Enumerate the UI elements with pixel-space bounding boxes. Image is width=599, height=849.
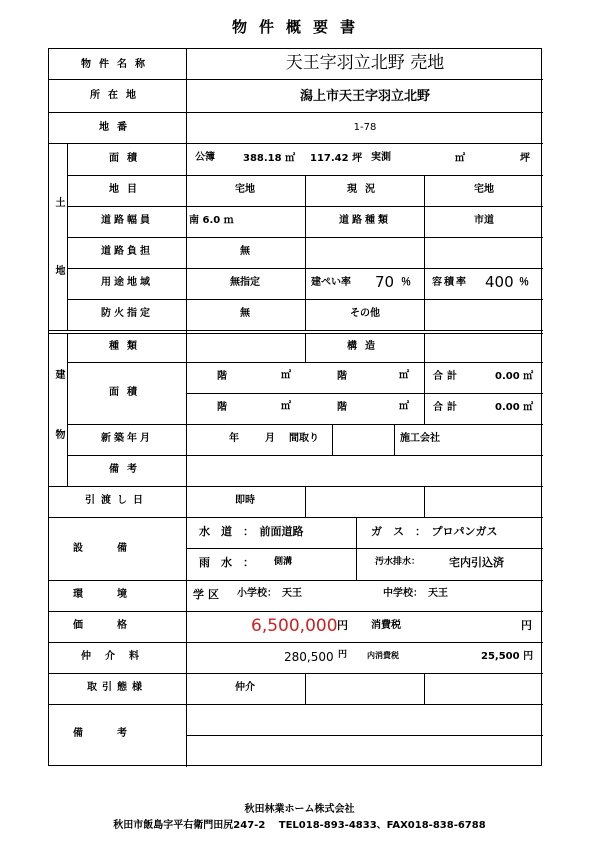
measured-sqm-unit: ㎡ [455,153,465,164]
brokerage-fee-value: 280,500 [284,650,334,664]
col-divider [424,486,425,517]
environment-label: 環境 [73,589,161,600]
price-label: 価格 [73,620,161,631]
consumption-tax-yen: 円 [521,619,532,632]
layout-label: 間取り [289,433,319,444]
property-name-value: 天王字羽立北野 売地 [285,53,445,73]
school-district-label: 学区 [193,588,223,601]
structure-label: 構造 [347,341,383,352]
lot-number-label: 地番 [99,122,135,133]
road-type-value: 市道 [474,215,494,226]
brokerage-fee-label: 仲介料 [81,651,153,662]
junior-high-school: 中学校： 天王 [383,588,448,599]
brokerage-fee-yen: 円 [338,650,348,660]
floor-sqm-4: ㎡ [399,401,409,412]
col-divider [424,362,425,424]
col-divider [305,299,306,330]
price-value: 6,500,000 [251,616,338,636]
official-area-tsubo: 117.42 坪 [310,153,363,164]
road-burden-label: 道路負担 [101,246,153,257]
fire-designation-label: 防火指定 [101,308,153,319]
price-yen: 円 [337,619,348,632]
floor-sqm-1: ㎡ [281,370,291,381]
total-value-2: 0.00 ㎡ [495,402,534,413]
elementary-school: 小学校： 天王 [237,588,302,599]
handover-value: 即時 [235,495,255,506]
lot-number-value: 1-78 [353,122,377,133]
road-burden-value: 無 [240,246,250,257]
row-divider [186,735,543,736]
row-divider [67,424,543,425]
row-divider [49,330,543,331]
property-summary-sheet [48,48,542,766]
floor-sqm-3: ㎡ [281,401,291,412]
location-value: 潟上市天王字羽立北野 [299,89,431,104]
location-label: 所在地 [90,90,144,101]
rainwater-label: 雨 水 ： [199,556,254,569]
floor-label-3: 階 [217,402,227,413]
road-width-label: 道路幅員 [101,215,153,226]
land-category-value: 宅地 [235,184,255,195]
col-divider [356,517,357,580]
row-divider [49,79,543,80]
water-supply: 水 道 ： 前面道路 [199,525,304,538]
building-remarks-label: 備考 [109,464,145,475]
col-divider [305,333,306,362]
official-area-sqm: 388.18 ㎡ [243,153,296,164]
col-divider [305,268,306,299]
building-type-label: 種類 [109,341,145,352]
label-column-divider [186,49,187,767]
land-area-label: 面積 [109,153,145,164]
tax-included-value: 25,500 円 [481,651,534,662]
measured-area-label: 実測 [371,152,391,163]
row-divider [49,112,543,113]
company-name: 秋田林業ホーム株式会社 [244,804,355,815]
other-label: その他 [350,308,380,319]
col-divider [424,673,425,704]
floor-area-ratio-label: 容積率 [432,277,468,288]
gas-supply: ガ ス ： プロパンガス [371,525,498,538]
col-divider [305,175,306,268]
floor-area-ratio-value: 400 [485,273,514,291]
total-value-1: 0.00 ㎡ [495,371,534,382]
road-width-value: 南 6.0 ｍ [189,215,234,226]
built-year-label: 年 [229,433,239,444]
land-section-divider [67,143,68,330]
building-section-divider [67,333,68,486]
zoning-value: 無指定 [230,277,260,288]
col-divider [305,486,306,517]
road-type-label: 道路種類 [339,215,391,226]
row-divider [67,455,543,456]
zoning-label: 用途地域 [101,277,153,288]
row-divider [49,642,543,643]
sewage-value: 宅内引込済 [449,556,504,569]
building-coverage-pct: ％ [401,277,411,288]
document-title: 物件概要書 [231,18,367,36]
fire-designation-value: 無 [240,308,250,319]
row-divider [49,580,543,581]
sewage-label: 汚水排水： [375,557,421,567]
rainwater-value: 側溝 [274,557,293,567]
land-section-label: 土地 [53,197,64,333]
consumption-tax-label: 消費税 [371,620,401,631]
built-month-label: 月 [265,433,275,444]
current-state-value: 宅地 [474,184,494,195]
col-divider [394,424,395,455]
facilities-label: 設備 [73,543,161,554]
col-divider [305,673,306,704]
builder-label: 施工会社 [400,433,440,444]
row-divider [49,143,543,144]
transaction-type-value: 仲介 [235,682,255,693]
handover-label: 引渡し日 [85,495,149,506]
total-label-2: 合計 [433,402,461,413]
floor-label-2: 階 [337,371,347,382]
remarks-label: 備考 [73,728,161,739]
floor-label-4: 階 [337,402,347,413]
building-area-label: 面積 [109,387,145,398]
row-divider [49,704,543,705]
transaction-type-label: 取引態様 [87,682,147,693]
col-divider [424,333,425,362]
col-divider [332,424,333,455]
built-date-label: 新築年月 [101,433,153,444]
row-divider [186,393,543,394]
floor-sqm-2: ㎡ [399,370,409,381]
row-divider [67,362,543,363]
floor-label-1: 階 [217,371,227,382]
property-name-label: 物件名称 [81,59,153,70]
building-coverage-label: 建ぺい率 [311,277,351,288]
row-divider [49,333,543,334]
total-label-1: 合計 [433,371,461,382]
measured-tsubo-unit: 坪 [520,153,530,164]
row-divider [49,673,543,674]
tax-included-label: 内消費税 [367,651,399,660]
official-area-label: 公簿 [195,152,215,163]
row-divider [49,611,543,612]
land-category-label: 地目 [109,184,145,195]
row-divider [186,548,543,549]
building-section-label: 建物 [53,369,64,489]
row-divider [49,486,543,487]
col-divider [424,175,425,330]
current-state-label: 現況 [347,184,383,195]
floor-area-ratio-pct: ％ [519,277,529,288]
company-address: 秋田市飯島字平右衛門田尻247-2 TEL018-893-4833、FAX018-838-6788 [113,820,486,831]
row-divider [49,517,543,518]
building-coverage-value: 70 [375,273,395,291]
